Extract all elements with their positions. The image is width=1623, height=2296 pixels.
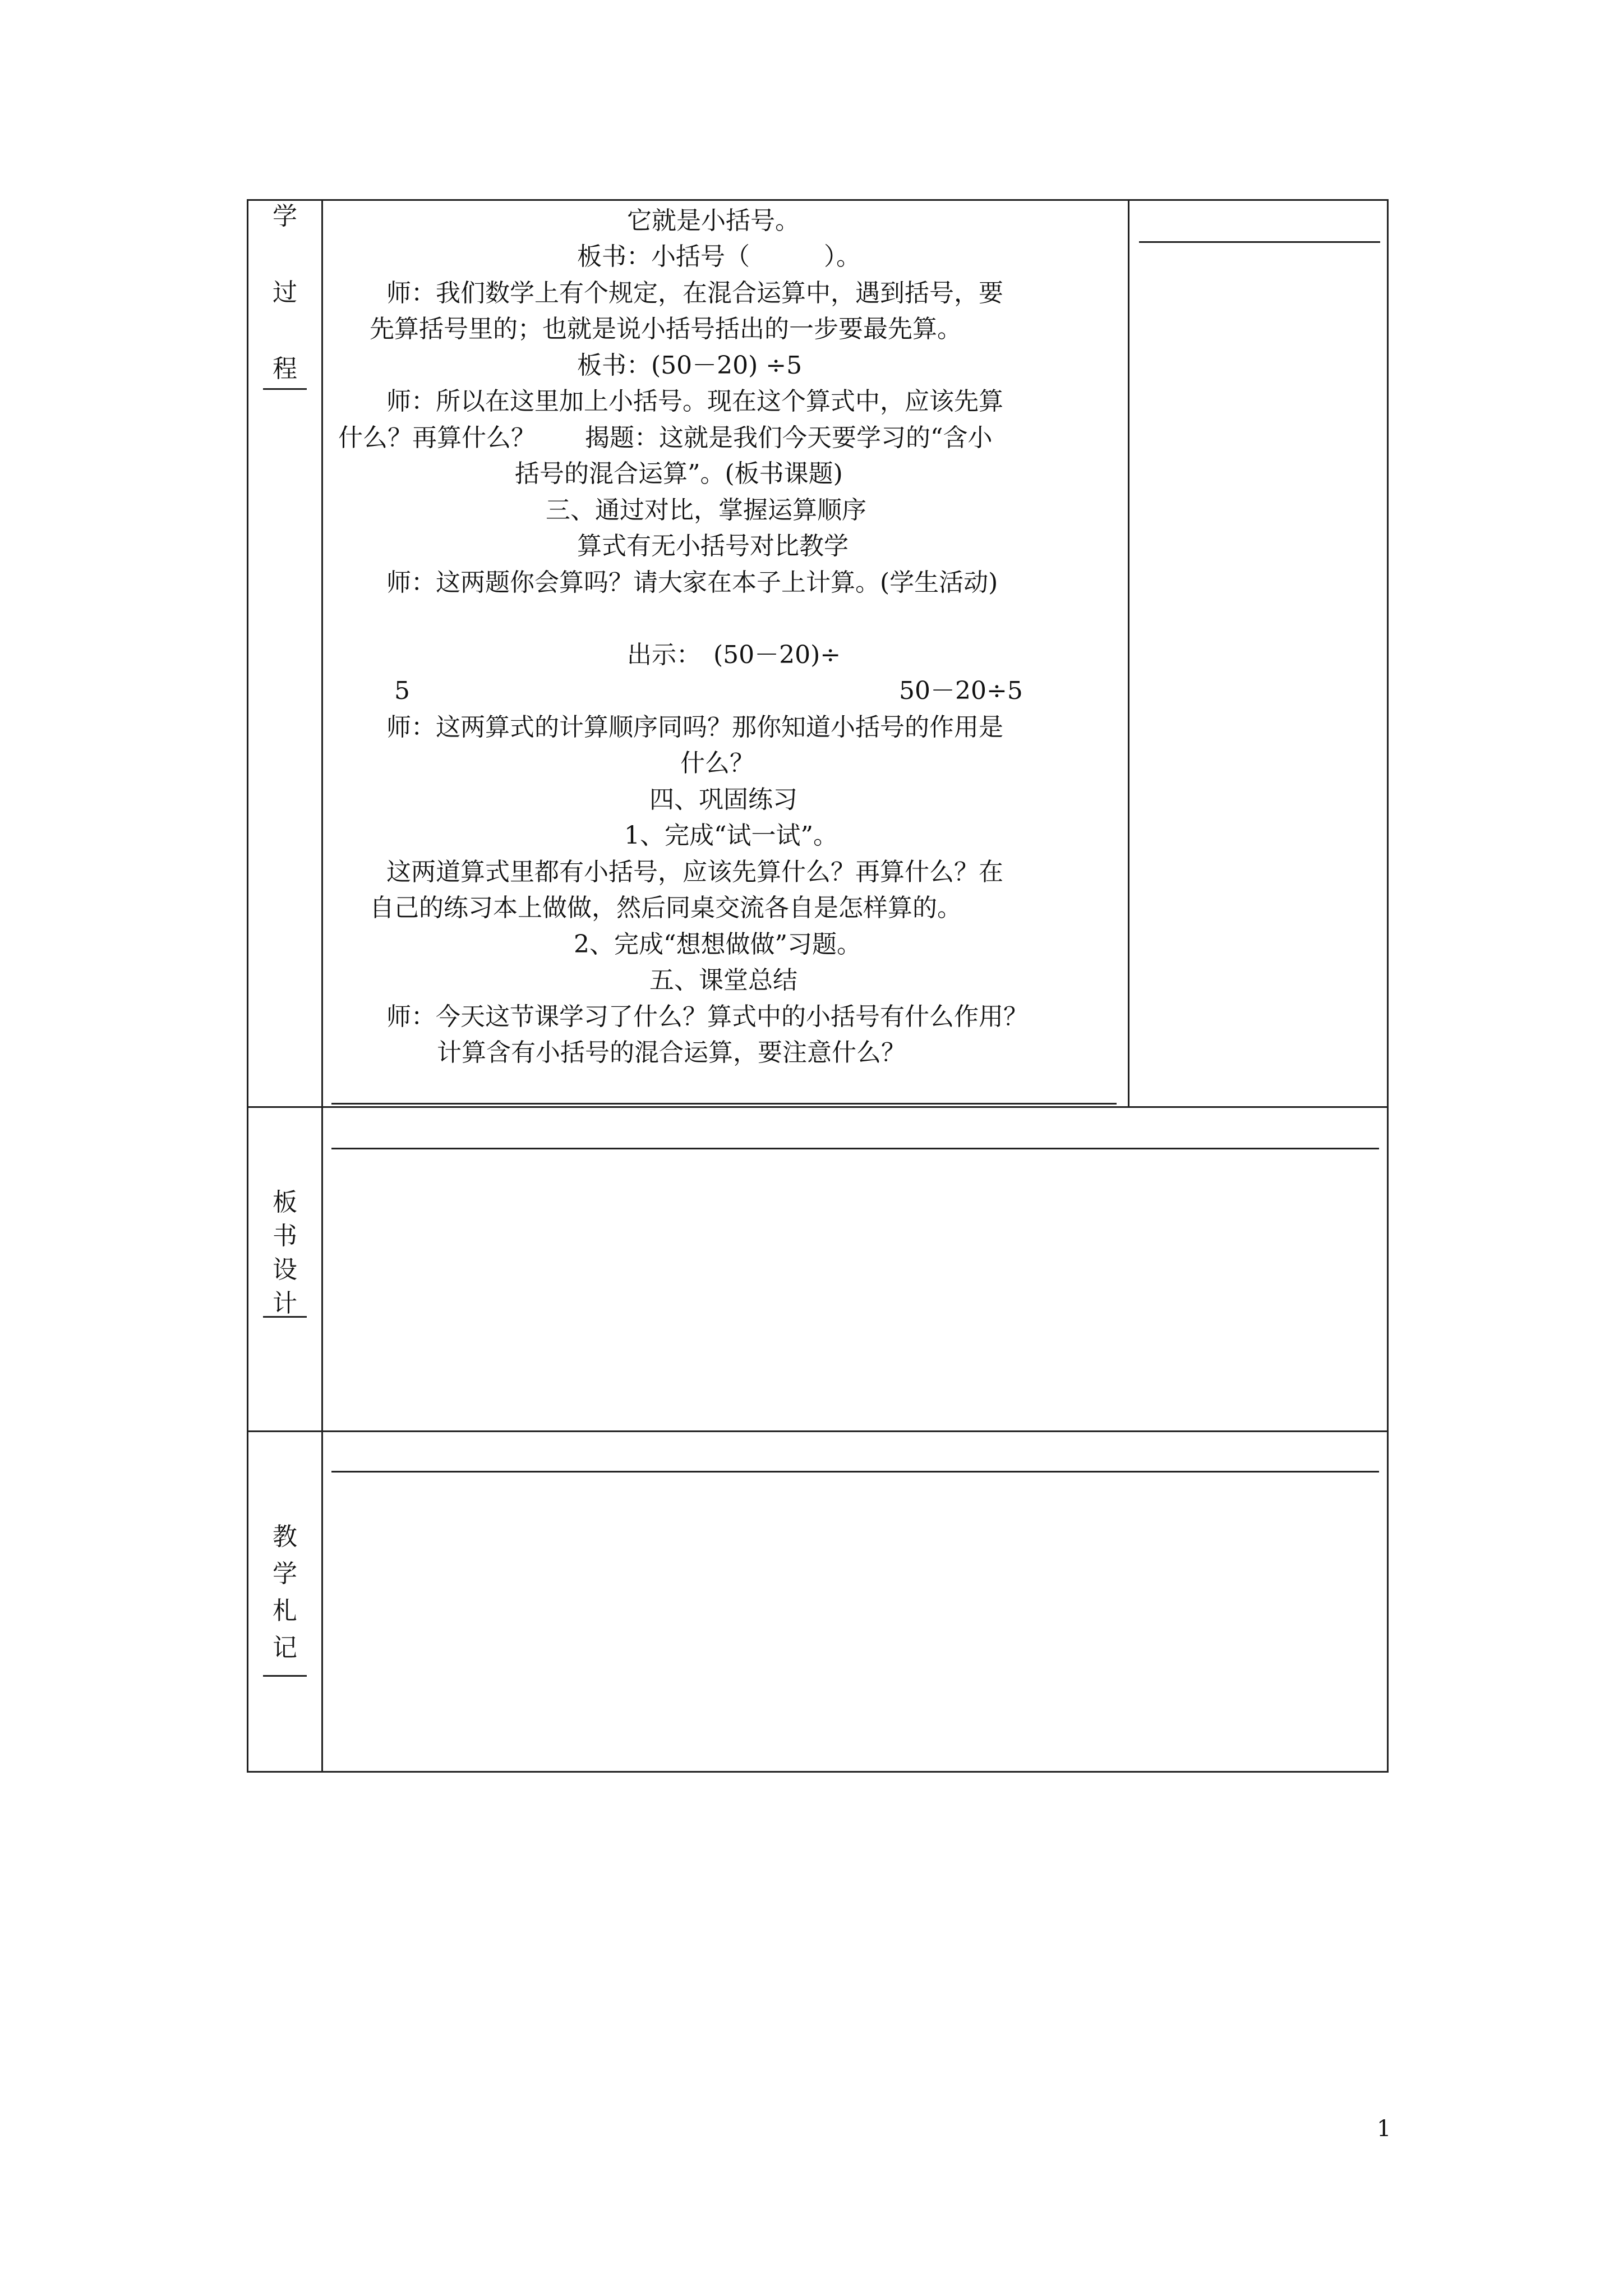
notes-top-underline: [331, 1471, 1379, 1473]
text-line: 自己的练习本上做做，然后同桌交流各自是怎样算的。: [370, 894, 962, 922]
notes-cell-underline: [1139, 241, 1380, 243]
lesson-table: [247, 199, 1389, 1773]
column-divider-right: [1128, 201, 1129, 1106]
notes-label-char: 记: [273, 1634, 297, 1662]
board-top-underline: [331, 1148, 1379, 1149]
text-line: 出示： (50－20)÷: [627, 641, 841, 669]
text-line: 四、巩固练习: [649, 785, 797, 814]
board-label-char: 板: [273, 1188, 297, 1217]
text-line: 五、课堂总结: [649, 966, 797, 995]
text-line: 它就是小括号。: [627, 206, 800, 235]
text-line: 2、完成“想想做做”习题。: [574, 930, 861, 959]
text-line: 计算含有小括号的混合运算，要注意什么？: [437, 1038, 906, 1067]
text-line: 师：这两题你会算吗？请大家在本子上计算。(学生活动): [386, 568, 998, 597]
content-bottom-underline: [331, 1103, 1117, 1105]
notes-label-char: 札: [273, 1596, 297, 1625]
text-line: 什么？: [680, 749, 754, 777]
process-label-char: 程: [273, 355, 297, 383]
page-number: 1: [1377, 2116, 1391, 2142]
text-line: 三、通过对比，掌握运算顺序: [546, 496, 866, 524]
text-line: 1、完成“试一试”。: [624, 821, 838, 850]
column-divider-left: [321, 201, 323, 1771]
process-label-char: 学: [273, 202, 297, 231]
text-line: 括号的混合运算”。(板书课题): [515, 459, 843, 488]
text-line: 板书：(50－20) ÷5: [577, 351, 803, 380]
board-label-underline: [263, 1316, 307, 1318]
text-line: 师：今天这节课学习了什么？算式中的小括号有什么作用？: [386, 1002, 1028, 1031]
process-label-underline: [263, 388, 307, 390]
text-line: 算式有无小括号对比教学: [577, 532, 849, 560]
process-label-char: 过: [273, 278, 297, 307]
text-line: 50－20÷5: [899, 677, 1023, 705]
notes-label-char: 学: [273, 1559, 297, 1588]
text-line: 师：我们数学上有个规定，在混合运算中，遇到括号，要: [386, 279, 1003, 307]
text-line: 师：所以在这里加上小括号。现在这个算式中，应该先算: [386, 387, 1003, 416]
text-line: 什么？再算什么？ 揭题：这就是我们今天要学习的“含小: [338, 424, 993, 452]
text-line: 师：这两算式的计算顺序同吗？那你知道小括号的作用是: [386, 713, 1003, 742]
row-divider-1: [248, 1106, 1387, 1108]
board-label-char: 计: [273, 1289, 297, 1318]
board-label-char: 书: [273, 1222, 297, 1250]
board-label-char: 设: [273, 1255, 297, 1284]
notes-label-char: 教: [273, 1522, 297, 1551]
text-line: 5: [394, 677, 410, 705]
text-line: 板书：小括号（ ）。: [577, 242, 861, 271]
text-line: 先算括号里的；也就是说小括号括出的一步要最先算。: [370, 315, 962, 343]
text-line: 这两道算式里都有小括号，应该先算什么？再算什么？在: [386, 858, 1003, 886]
row-divider-2: [248, 1430, 1387, 1432]
process-content: [333, 203, 1123, 1101]
notes-label-underline: [263, 1675, 307, 1677]
